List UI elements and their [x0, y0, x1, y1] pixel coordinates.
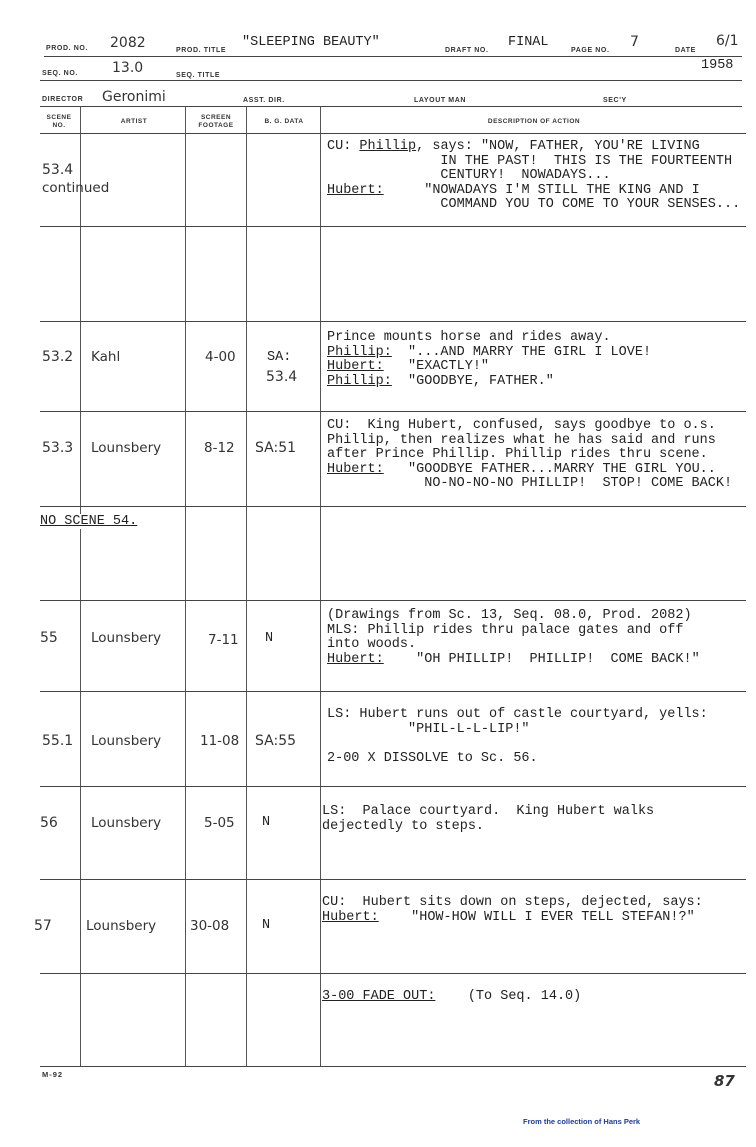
bg-data: N: [262, 815, 271, 830]
action-description: [322, 990, 581, 1005]
row-separator: [40, 506, 746, 507]
desc-text: (Drawings from Sc. 13, Seq. 08.0, Prod. 2082): [327, 608, 692, 623]
desc-text: into woods.: [327, 637, 417, 652]
seq-title-label: SEQ. TITLE: [176, 72, 221, 79]
desc-text: Phillip, then realizes what he has said and runs: [327, 432, 716, 448]
desc-text: "NOWADAYS I'M STILL THE KING AND I: [383, 182, 700, 198]
form-number: M-92: [42, 1070, 64, 1079]
bg-data: SA:: [267, 350, 292, 365]
secy-label: SEC'Y: [603, 97, 627, 104]
prod-no-label: PROD. NO.: [46, 45, 88, 52]
page-no-label: PAGE NO.: [571, 47, 610, 54]
page-stamp: 87: [714, 1072, 735, 1090]
screen-footage: 11-08: [200, 733, 240, 749]
desc-text: dejectedly to steps.: [322, 818, 485, 834]
screen-footage: 5-05: [204, 815, 235, 831]
action-description: [327, 419, 732, 492]
desc-character-name: Phillip:: [327, 344, 392, 360]
bg-data: N: [265, 631, 274, 646]
desc-text: LS: Hubert runs out of castle courtyard, yells:: [327, 707, 708, 722]
desc-text: (To Seq. 14.0): [435, 989, 582, 1004]
desc-character-name: Hubert:: [327, 359, 384, 374]
screen-footage: 7-11: [208, 632, 239, 648]
rule-scene-artist: [80, 107, 81, 1067]
date-year-value: 1958: [701, 58, 734, 73]
desc-text: "GOODBYE, FATHER.": [391, 373, 554, 389]
director-label: DIRECTOR: [42, 96, 84, 103]
rule-footage-bg: [246, 107, 247, 1067]
desc-text: CENTURY! NOWADAYS...: [327, 168, 611, 183]
rule-bg-desc: [320, 107, 321, 1067]
desc-text: 2-00 X DISSOLVE to Sc. 56.: [327, 750, 538, 766]
desc-text: LS: Palace courtyard. King Hubert walks: [322, 804, 655, 819]
action-description: [327, 708, 708, 766]
desc-text: , says: "NOW, FATHER, YOU'RE LIVING: [416, 139, 700, 154]
bg-data-ref: 53.4: [266, 369, 298, 385]
artist-name: Lounsbery: [91, 440, 162, 456]
desc-text: "...AND MARRY THE GIRL I LOVE!: [391, 344, 652, 360]
prod-title-value: "SLEEPING BEAUTY": [242, 35, 380, 50]
row-separator: [40, 691, 746, 692]
table-bottom-line: [40, 1066, 746, 1067]
scene-number: 57: [34, 918, 52, 934]
scene-number: 55: [40, 630, 58, 646]
scene-number: 53.4: [42, 162, 74, 178]
action-description: [327, 140, 740, 213]
action-description: [327, 609, 700, 667]
row-separator: [40, 226, 746, 227]
artist-name: Lounsbery: [91, 630, 162, 646]
desc-text: "EXACTLY!": [383, 359, 490, 374]
desc-text: "GOODBYE FATHER...MARRY THE GIRL YOU..: [383, 461, 716, 477]
desc-text: after Prince Phillip. Phillip rides thru scene.: [327, 447, 708, 462]
desc-character-name: Hubert:: [327, 182, 384, 198]
column-header-line: [40, 133, 746, 134]
header-line-1: [44, 56, 742, 57]
col-header-scene: SCENE NO.: [46, 114, 72, 129]
screen-footage: 8-12: [204, 440, 235, 456]
page-no-value: 7: [630, 34, 639, 50]
desc-text: CU: King Hubert, confused, says goodbye to o.s.: [327, 418, 716, 433]
desc-text: CU: Hubert sits down on steps, dejected, says:: [322, 895, 703, 910]
desc-text: Prince mounts horse and rides away.: [327, 330, 611, 345]
header-line-2: [40, 80, 742, 81]
bg-data: SA:55: [255, 733, 297, 749]
prod-title-label: PROD. TITLE: [176, 47, 227, 54]
seq-no-value: 13.0: [112, 60, 144, 76]
row-separator: [40, 600, 746, 601]
bg-data: SA:51: [255, 440, 297, 456]
desc-text: IN THE PAST! THIS IS THE FOURTEENTH: [327, 153, 733, 169]
scene-number: 55.1: [42, 733, 74, 749]
scene-continued-note: continued: [42, 180, 110, 196]
desc-text: "PHIL-L-L-LIP!": [327, 721, 530, 737]
row-separator: [40, 786, 746, 787]
artist-name: Kahl: [91, 349, 121, 365]
desc-text: "OH PHILLIP! PHILLIP! COME BACK!": [383, 651, 700, 667]
col-header-artist: ARTIST: [120, 118, 148, 125]
scene-number: 56: [40, 815, 58, 831]
screen-footage: 30-08: [190, 918, 230, 934]
row-separator: [40, 973, 746, 974]
desc-text: COMMAND YOU TO COME TO YOUR SENSES...: [327, 197, 741, 212]
collection-credit: From the collection of Hans Perk: [523, 1117, 641, 1126]
prod-no-value: 2082: [110, 35, 146, 51]
row-separator: [40, 879, 746, 880]
desc-character-name: Hubert:: [327, 651, 384, 667]
desc-text: NO-NO-NO-NO PHILLIP! STOP! COME BACK!: [327, 476, 733, 491]
desc-text: "HOW-HOW WILL I EVER TELL STEFAN!?": [378, 909, 695, 925]
date-day-value: 6/1: [716, 33, 739, 49]
artist-name: Lounsbery: [86, 918, 157, 934]
row-separator: [40, 411, 746, 412]
date-label: DATE: [675, 47, 696, 54]
draft-no-value: FINAL: [508, 35, 549, 50]
action-description: [322, 896, 703, 925]
header-line-3: [40, 106, 742, 107]
rule-artist-footage: [185, 107, 186, 1067]
desc-text: MLS: Phillip rides thru palace gates and off: [327, 622, 684, 638]
no-scene-note: NO SCENE 54.: [40, 514, 138, 529]
seq-no-label: SEQ. NO.: [42, 70, 78, 77]
desc-character-name: Hubert:: [322, 909, 379, 925]
desc-character-name: Phillip:: [327, 373, 392, 389]
desc-character-name: Phillip: [359, 139, 417, 154]
col-header-footage: SCREEN FOOTAGE: [198, 114, 234, 129]
bg-data: N: [262, 918, 271, 933]
scene-number: 53.2: [42, 349, 74, 365]
artist-name: Lounsbery: [91, 733, 162, 749]
desc-label: CU:: [327, 139, 352, 154]
col-header-bg: B. G. DATA: [264, 118, 304, 125]
scene-number: 53.3: [42, 440, 74, 456]
screen-footage: 4-00: [205, 349, 236, 365]
desc-character-name: Hubert:: [327, 461, 384, 477]
row-separator: [40, 321, 746, 322]
fade-out-note: 3-00 FADE OUT:: [322, 989, 436, 1004]
layout-man-label: LAYOUT MAN: [414, 97, 467, 104]
draft-no-label: DRAFT NO.: [445, 47, 489, 54]
col-header-desc: DESCRIPTION OF ACTION: [487, 118, 581, 125]
director-value: Geronimi: [102, 89, 166, 105]
action-description: [327, 331, 651, 389]
action-description: [322, 805, 654, 834]
artist-name: Lounsbery: [91, 815, 162, 831]
asst-dir-label: ASST. DIR.: [243, 97, 285, 104]
